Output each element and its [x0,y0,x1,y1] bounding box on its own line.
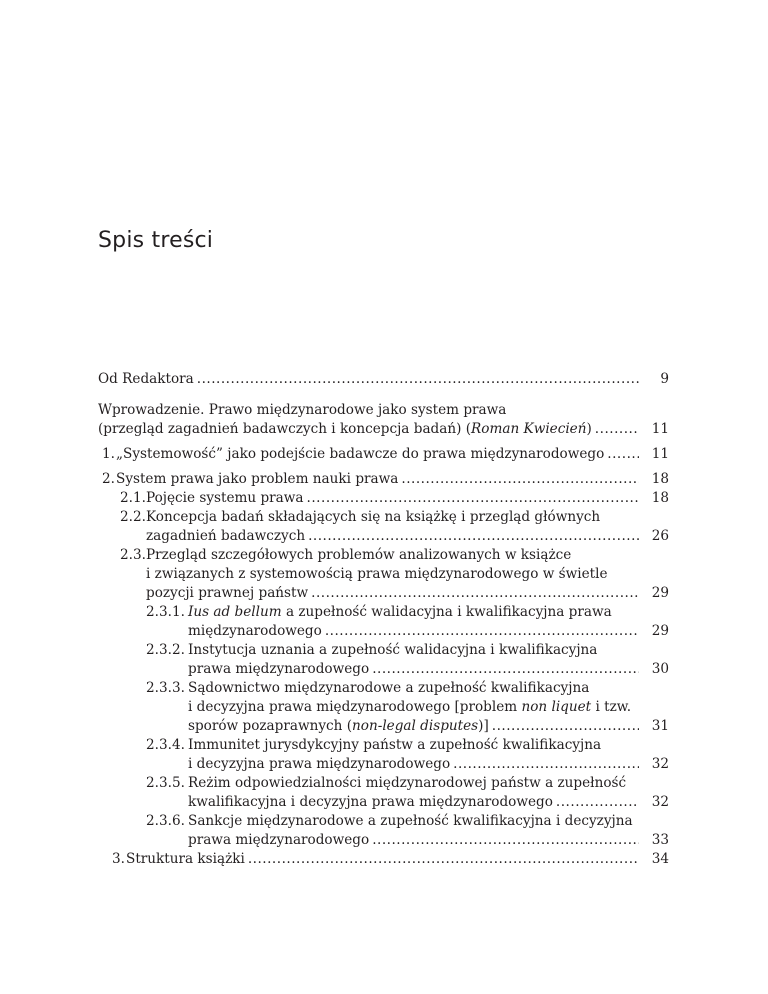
toc-entry-title-line: sporów pozaprawnych (non-legal disputes)] [188,718,489,734]
toc-entry-title: System prawa jako problem nauki prawa [116,471,399,487]
section-number: 2.3. [120,547,146,563]
toc-entry-title-line: Immunitet jurysdykcyjny państw a zupełność kwalifikacyjna [188,737,602,753]
toc-entry-2-3-4[interactable] [98,736,669,774]
leader-dots [308,527,639,546]
leader-dots [556,793,639,812]
section-number: 2.3.3. [146,680,185,696]
section-number: 2.3.5. [146,775,185,791]
toc-page-number: 18 [651,471,669,487]
toc-entry-title: Pojęcie systemu prawa [146,490,304,506]
toc-entry-2-1[interactable] [98,489,669,508]
toc-entry-2-3-2[interactable] [98,641,669,679]
leader-dots [595,420,639,439]
toc-page-number: 33 [651,832,669,848]
leader-dots [401,470,639,489]
toc-entry-title-line: międzynarodowego [188,623,322,639]
leader-dots [492,717,639,736]
leader-dots [325,622,639,641]
author-name: Roman Kwiecień [471,421,587,437]
section-number: 2.3.4. [146,737,185,753]
toc-entry-1[interactable] [98,445,669,464]
toc-entry-3[interactable] [98,850,669,869]
leader-dots [372,831,639,850]
toc-entry-title-line: Koncepcja badań składających się na książkę i przegląd głównych [146,509,601,525]
leader-dots [197,370,639,389]
section-number: 2.3.2. [146,642,185,658]
toc-page-number: 31 [651,718,669,734]
toc-page-number: 11 [651,446,669,462]
leader-dots [307,489,639,508]
toc-entry-title-line: Sądownictwo międzynarodowe a zupełność kwalifikacyjna [188,680,590,696]
toc-entry-2[interactable] [98,470,669,489]
toc-page-number: 32 [651,794,669,810]
toc-entry-title-line: zagadnień badawczych [146,528,306,544]
toc-entry-title-line: Instytucja uznania a zupełność walidacyjna i kwalifikacyjna [188,642,598,658]
toc-entry-title-line: kwalifikacyjna i decyzyjna prawa międzynarodowego [188,794,553,810]
toc-entry-title: „Systemowość” jako podejście badawcze do prawa międzynarodowego [116,446,605,462]
toc-entry-2-3-5[interactable] [98,774,669,812]
toc-entry-title-line: Reżim odpowiedzialności międzynarodowej państw a zupełność [188,775,627,791]
leader-dots [311,584,639,603]
toc-entry-title-line: Przegląd szczegółowych problemów analizowanych w książce [146,547,572,563]
section-number: 3. [112,851,125,867]
section-number: 2.3.6. [146,813,185,829]
toc-entry-2-3[interactable] [98,546,669,603]
toc-entry-wprowadzenie[interactable] [98,401,669,439]
toc-page-number: 30 [651,661,669,677]
toc-page-number: 34 [651,851,669,867]
toc-entry-2-3-3[interactable] [98,679,669,736]
toc-entry-2-3-1[interactable] [98,603,669,641]
toc-entry-title-line: Wprowadzenie. Prawo międzynarodowe jako system prawa [98,402,507,418]
toc-entry-title-line: (przegląd zagadnień badawczych i koncepcja badań) (Roman Kwiecień) [98,421,592,437]
toc-entry-title-line: Sankcje międzynarodowe a zupełność kwalifikacyjna i decyzyjna [188,813,633,829]
toc-entry-title-line: i decyzyjna prawa międzynarodowego [188,756,451,772]
toc-entry-title-line: i związanych z systemowością prawa międzynarodowego w świetle [146,566,608,582]
section-number: 2.2. [120,509,146,525]
leader-dots [372,660,639,679]
toc-entry-title-line: prawa międzynarodowego [188,832,370,848]
toc-page-number: 32 [651,756,669,772]
section-number: 2.1. [120,490,146,506]
toc-entry-title-line: Ius ad bellum a zupełność walidacyjna i kwalifikacyjna prawa [188,604,612,620]
page-title: Spis treści [98,228,214,253]
toc-entry-title-line: i decyzyjna prawa międzynarodowego [problem non liquet i tzw. [188,699,632,715]
toc-entry-title-line: pozycji prawnej państw [146,585,309,601]
table-of-contents [98,370,669,869]
toc-entry-title: Struktura książki [126,851,245,867]
toc-page-number: 18 [651,490,669,506]
toc-entry-2-2[interactable] [98,508,669,546]
leader-dots [453,755,639,774]
toc-page-number: 26 [651,528,669,544]
toc-page-number: 11 [651,421,669,437]
leader-dots [248,850,639,869]
section-number: 2.3.1. [146,604,185,620]
toc-page-number: 9 [660,371,669,387]
leader-dots [607,445,639,464]
section-number: 2. [102,471,115,487]
toc-page-number: 29 [651,623,669,639]
toc-entry-od-redaktora[interactable] [98,370,669,389]
toc-entry-title: Od Redaktora [98,371,194,387]
section-number: 1. [102,446,115,462]
toc-entry-title-line: prawa międzynarodowego [188,661,370,677]
toc-page-number: 29 [651,585,669,601]
toc-entry-2-3-6[interactable] [98,812,669,850]
